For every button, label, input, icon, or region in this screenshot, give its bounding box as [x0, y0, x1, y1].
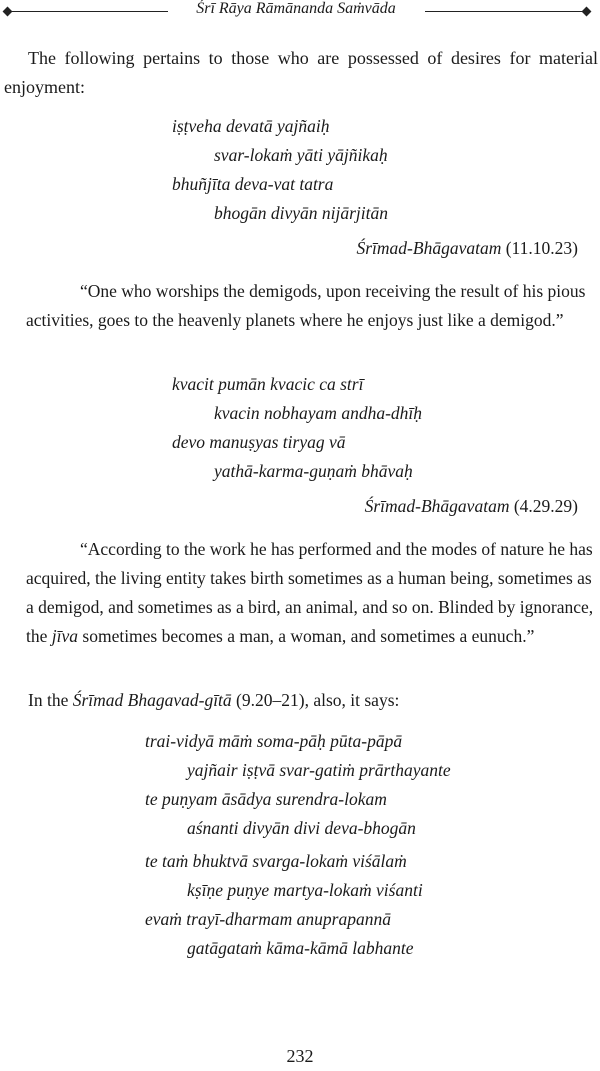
citation-work: Śrīmad-Bhāgavatam: [356, 238, 502, 258]
gita-intro-prefix: In the: [28, 690, 73, 710]
citation-reference: (11.10.23): [501, 238, 578, 258]
translation-paragraph-1: “One who worships the demigods, upon receiving the result of his pious activities, goes to the heavenly planets where he enjoys just like a demigod.”: [26, 281, 586, 330]
citation-2: [365, 496, 578, 517]
gita-intro-work: Śrīmad Bhagavad-gītā: [72, 690, 232, 710]
translation-text: “According to the work he has performed and the modes of nature he has acquired, the living entity takes birth sometimes as a human being, sometimes as a demigod, and sometimes as a bird, an animal, and so on. Blinded by ignorance, the: [26, 539, 594, 646]
header-title: Śrī Rāya Rāmānanda Saṁvāda: [196, 0, 396, 17]
verse-line: devo manuṣyas tiryag vā: [172, 432, 346, 452]
verse-line: aśnanti divyān divi deva-bhogān: [187, 818, 416, 838]
verse-line: kvacit pumān kvacic ca strī: [172, 374, 364, 394]
verse-line: trai-vidyā māṁ soma-pāḥ pūta-pāpā: [145, 731, 403, 751]
gita-intro-line: [28, 690, 399, 711]
verse-block-3: [145, 727, 451, 843]
verse-line: bhuñjīta deva-vat tatra: [172, 174, 334, 194]
header-rule-right: [425, 11, 590, 12]
verse-block-4: [145, 847, 423, 963]
gita-intro-suffix: (9.20–21), also, it says:: [231, 690, 400, 710]
verse-block-1: [172, 112, 388, 228]
running-header: [0, 0, 600, 24]
citation-1: [357, 238, 579, 259]
verse-line: yajñair iṣṭvā svar-gatiṁ prārthayante: [187, 760, 451, 780]
intro-paragraph: The following pertains to those who are possessed of desires for material enjoyment:: [4, 48, 598, 97]
citation-reference: (4.29.29): [509, 496, 578, 516]
verse-line: bhogān divyān nijārjitān: [214, 203, 389, 223]
translation-text: sometimes becomes a man, a woman, and sometimes a eunuch.”: [78, 626, 535, 646]
verse-line: gatāgataṁ kāma-kāmā labhante: [187, 938, 414, 958]
page-number: 232: [286, 1046, 314, 1066]
verse-line: te taṁ bhuktvā svarga-lokaṁ viśālaṁ: [145, 851, 407, 871]
header-ornament-right: [582, 7, 592, 17]
citation-work: Śrīmad-Bhāgavatam: [364, 496, 510, 516]
verse-line: iṣṭveha devatā yajñaiḥ: [172, 116, 330, 136]
verse-block-2: [172, 370, 422, 486]
jiva-term: jīva: [51, 626, 79, 646]
verse-line: evaṁ trayī-dharmam anuprapannā: [145, 909, 391, 929]
verse-line: kvacin nobhayam andha-dhīḥ: [214, 403, 423, 423]
translation-paragraph-2: [4, 535, 598, 651]
verse-line: kṣīṇe puṇye martya-lokaṁ viśanti: [187, 880, 423, 900]
verse-line: te puṇyam āsādya surendra-lokam: [145, 789, 387, 809]
verse-line: svar-lokaṁ yāti yājñikaḥ: [214, 145, 388, 165]
header-rule-left: [8, 11, 168, 12]
verse-line: yathā-karma-guṇaṁ bhāvaḥ: [214, 461, 413, 481]
